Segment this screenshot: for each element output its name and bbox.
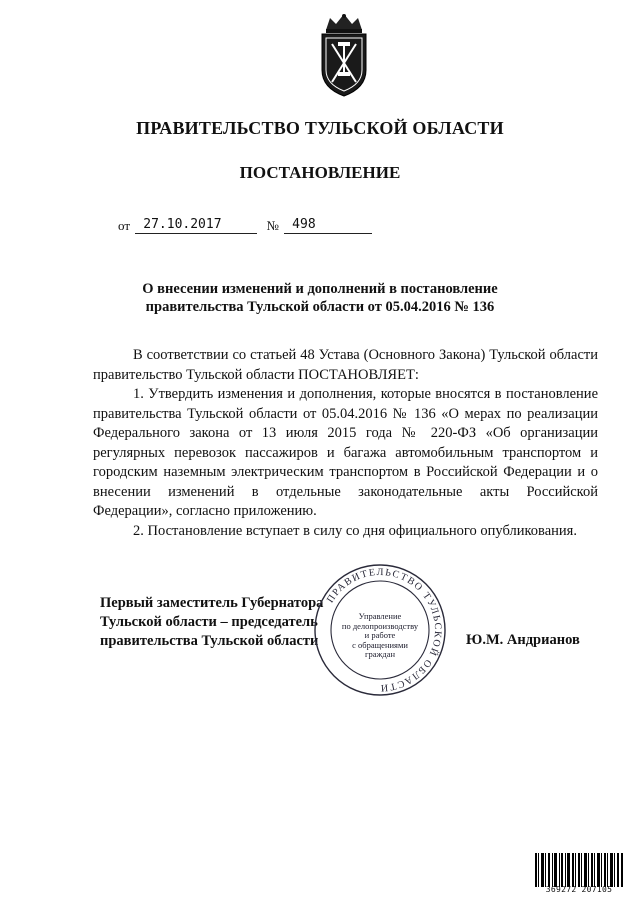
number-prefix: № — [266, 218, 279, 233]
body-paragraph-1: В соответствии со статьей 48 Устава (Основного Закона) Тульской области правительство Тульской области ПОСТАНОВЛЯЕТ: — [93, 347, 598, 383]
signer-name: Ю.М. Андрианов — [466, 632, 580, 648]
document-body — [93, 346, 598, 541]
barcode-icon — [535, 853, 623, 887]
signer-title — [100, 594, 323, 651]
stamp-line-4: с обращениями — [352, 639, 408, 650]
government-title: ПРАВИТЕЛЬСТВО ТУЛЬСКОЙ ОБЛАСТИ — [136, 118, 504, 138]
body-paragraph-2: 1. Утвердить изменения и дополнения, которые вносятся в постановление правительства Тульской области от 05.04.2016 № 136 «О мерах по реализации Федерального закона от 13 июля 2015 года № 220-ФЗ «Об организации регулярных перевозок пассажиров и багажа автомобильным транспортом и городским наземным электрическим транспортом в Российской Федерации и о внесении изменений в отдельные законодательные акты Российской Федерации», согласно приложению. — [93, 386, 598, 519]
stamp-ring-text: ПРАВИТЕЛЬСТВО ТУЛЬСКОЙ ОБЛАСТИ — [324, 566, 444, 694]
date-prefix: от — [118, 218, 131, 233]
barcode-number: 369272 207105 — [545, 885, 613, 894]
stamp-line-1: Управление — [358, 611, 402, 621]
document-date: 27.10.2017 — [135, 217, 257, 234]
subject-line-2: правительства Тульской области от 05.04.2016 № 136 — [145, 299, 495, 315]
signer-title-line-1: Первый заместитель Губернатора — [100, 595, 324, 611]
signer-title-line-3: правительства Тульской области — [100, 633, 319, 649]
document-type: ПОСТАНОВЛЕНИЕ — [239, 163, 401, 182]
document-subject — [100, 280, 540, 316]
signer-title-line-2: Тульской области – председатель — [100, 614, 318, 630]
stamp-line-5: граждан — [364, 649, 396, 660]
tula-coat-of-arms-icon — [312, 12, 376, 98]
document-number: 498 — [284, 217, 372, 234]
subject-line-1: О внесении изменений и дополнений в постановление — [142, 281, 498, 297]
stamp-line-3: и работе — [364, 630, 396, 641]
stamp-line-2: по делопроизводству — [341, 620, 419, 631]
registration-line — [118, 216, 372, 234]
stamp-inner-text — [331, 612, 429, 660]
body-paragraph-3: 2. Постановление вступает в силу со дня официального опубликования. — [133, 522, 577, 539]
